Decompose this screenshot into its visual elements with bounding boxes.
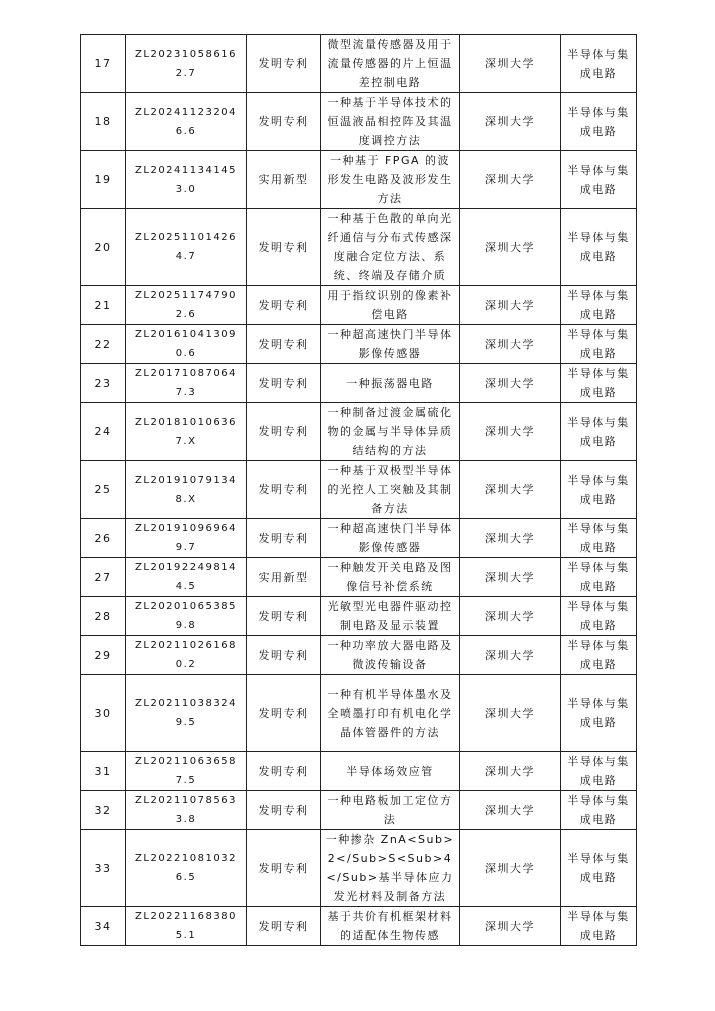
table-row: [81, 597, 637, 636]
row-index: 19: [81, 151, 126, 209]
table-row: [81, 830, 637, 907]
patent-field: 半导体与集成电路: [561, 35, 637, 93]
patent-title: 基于共价有机框架材料的适配体生物传感: [321, 907, 460, 946]
patent-owner: 深圳大学: [460, 791, 561, 830]
patent-owner: 深圳大学: [460, 209, 561, 286]
patent-field: 半导体与集成电路: [561, 558, 637, 597]
patent-number: ZL201610413090.6: [126, 325, 247, 364]
row-index: 21: [81, 286, 126, 325]
row-index: 20: [81, 209, 126, 286]
patent-number: ZL201910969649.7: [126, 519, 247, 558]
patent-owner: 深圳大学: [460, 403, 561, 461]
table-row: [81, 93, 637, 151]
table-row: [81, 907, 637, 946]
patent-type: 发明专利: [247, 35, 321, 93]
patent-number: ZL202210810326.5: [126, 830, 247, 907]
row-index: 26: [81, 519, 126, 558]
patent-owner: 深圳大学: [460, 636, 561, 675]
patent-owner: 深圳大学: [460, 93, 561, 151]
patent-number: ZL202211683805.1: [126, 907, 247, 946]
table-row: [81, 151, 637, 209]
patent-type: 发明专利: [247, 597, 321, 636]
patent-number: ZL202010653859.8: [126, 597, 247, 636]
patent-type: 发明专利: [247, 675, 321, 752]
patent-title: 一种功率放大器电路及微波传输设备: [321, 636, 460, 675]
patent-field: 半导体与集成电路: [561, 830, 637, 907]
patent-owner: 深圳大学: [460, 675, 561, 752]
patent-field: 半导体与集成电路: [561, 907, 637, 946]
patent-number: ZL201810106367.X: [126, 403, 247, 461]
patent-number: ZL201910791348.X: [126, 461, 247, 519]
table-row: [81, 752, 637, 791]
row-index: 27: [81, 558, 126, 597]
patent-field: 半导体与集成电路: [561, 403, 637, 461]
patent-field: 半导体与集成电路: [561, 675, 637, 752]
patent-number: ZL202411341453.0: [126, 151, 247, 209]
patent-table-body: [81, 35, 637, 946]
patent-field: 半导体与集成电路: [561, 209, 637, 286]
patent-table: [80, 34, 637, 946]
patent-title: 一种基于半导体技术的恒温液晶相控阵及其温度调控方法: [321, 93, 460, 151]
patent-number: ZL202110636587.5: [126, 752, 247, 791]
row-index: 30: [81, 675, 126, 752]
patent-number: ZL202110261680.2: [126, 636, 247, 675]
patent-type: 发明专利: [247, 209, 321, 286]
patent-title: 用于指纹识别的像素补偿电路: [321, 286, 460, 325]
row-index: 18: [81, 93, 126, 151]
patent-type: 发明专利: [247, 791, 321, 830]
patent-field: 半导体与集成电路: [561, 597, 637, 636]
patent-number: ZL202310586162.7: [126, 35, 247, 93]
patent-owner: 深圳大学: [460, 151, 561, 209]
patent-title: 一种基于色散的单向光纤通信与分布式传感深度融合定位方法、系统、终端及存储介质: [321, 209, 460, 286]
patent-field: 半导体与集成电路: [561, 286, 637, 325]
patent-number: ZL202110785633.8: [126, 791, 247, 830]
table-row: [81, 461, 637, 519]
table-row: [81, 286, 637, 325]
patent-field: 半导体与集成电路: [561, 791, 637, 830]
patent-title: 微型流量传感器及用于流量传感器的片上恒温差控制电路: [321, 35, 460, 93]
patent-field: 半导体与集成电路: [561, 364, 637, 403]
patent-field: 半导体与集成电路: [561, 461, 637, 519]
table-row: [81, 558, 637, 597]
patent-type: 发明专利: [247, 93, 321, 151]
table-row: [81, 209, 637, 286]
row-index: 17: [81, 35, 126, 93]
patent-field: 半导体与集成电路: [561, 519, 637, 558]
row-index: 29: [81, 636, 126, 675]
patent-field: 半导体与集成电路: [561, 636, 637, 675]
patent-owner: 深圳大学: [460, 907, 561, 946]
table-row: [81, 636, 637, 675]
row-index: 33: [81, 830, 126, 907]
patent-owner: 深圳大学: [460, 286, 561, 325]
patent-title: 一种基于 FPGA 的波形发生电路及波形发生方法: [321, 151, 460, 209]
patent-title: 一种制备过渡金属硫化物的金属与半导体异质结结构的方法: [321, 403, 460, 461]
patent-field: 半导体与集成电路: [561, 325, 637, 364]
patent-owner: 深圳大学: [460, 364, 561, 403]
patent-type: 发明专利: [247, 325, 321, 364]
patent-title: 一种振荡器电路: [321, 364, 460, 403]
row-index: 23: [81, 364, 126, 403]
patent-field: 半导体与集成电路: [561, 93, 637, 151]
row-index: 22: [81, 325, 126, 364]
patent-type: 发明专利: [247, 519, 321, 558]
table-row: [81, 791, 637, 830]
patent-number: ZL201922498144.5: [126, 558, 247, 597]
table-row: [81, 35, 637, 93]
patent-owner: 深圳大学: [460, 558, 561, 597]
patent-number: ZL202511747902.6: [126, 286, 247, 325]
table-row: [81, 519, 637, 558]
table-row: [81, 364, 637, 403]
patent-title: 一种超高速快门半导体影像传感器: [321, 325, 460, 364]
patent-type: 发明专利: [247, 907, 321, 946]
row-index: 32: [81, 791, 126, 830]
table-row: [81, 403, 637, 461]
patent-number: ZL202110383249.5: [126, 675, 247, 752]
patent-title: 一种有机半导体墨水及全喷墨打印有机电化学晶体管器件的方法: [321, 675, 460, 752]
patent-type: 发明专利: [247, 461, 321, 519]
patent-type: 实用新型: [247, 558, 321, 597]
patent-field: 半导体与集成电路: [561, 752, 637, 791]
row-index: 31: [81, 752, 126, 791]
patent-owner: 深圳大学: [460, 519, 561, 558]
patent-type: 发明专利: [247, 403, 321, 461]
row-index: 24: [81, 403, 126, 461]
patent-number: ZL202411232046.6: [126, 93, 247, 151]
table-row: [81, 325, 637, 364]
patent-owner: 深圳大学: [460, 752, 561, 791]
patent-type: 发明专利: [247, 364, 321, 403]
patent-type: 实用新型: [247, 151, 321, 209]
table-row: [81, 675, 637, 752]
patent-title: 一种电路板加工定位方法: [321, 791, 460, 830]
row-index: 28: [81, 597, 126, 636]
patent-type: 发明专利: [247, 636, 321, 675]
patent-owner: 深圳大学: [460, 461, 561, 519]
patent-type: 发明专利: [247, 830, 321, 907]
patent-title: 一种超高速快门半导体影像传感器: [321, 519, 460, 558]
patent-owner: 深圳大学: [460, 35, 561, 93]
patent-title: 一种掺杂 ZnA<Sub>2</Sub>S<Sub>4</Sub>基半导体应力发光材料及制备方法: [321, 830, 460, 907]
patent-number: ZL202511014264.7: [126, 209, 247, 286]
patent-title: 一种触发开关电路及图像信号补偿系统: [321, 558, 460, 597]
patent-title: 半导体场效应管: [321, 752, 460, 791]
row-index: 25: [81, 461, 126, 519]
patent-title: 光敏型光电器件驱动控制电路及显示装置: [321, 597, 460, 636]
patent-number: ZL201710870647.3: [126, 364, 247, 403]
patent-owner: 深圳大学: [460, 597, 561, 636]
patent-type: 发明专利: [247, 286, 321, 325]
row-index: 34: [81, 907, 126, 946]
patent-type: 发明专利: [247, 752, 321, 791]
patent-owner: 深圳大学: [460, 325, 561, 364]
patent-field: 半导体与集成电路: [561, 151, 637, 209]
patent-owner: 深圳大学: [460, 830, 561, 907]
patent-title: 一种基于双极型半导体的光控人工突触及其制备方法: [321, 461, 460, 519]
